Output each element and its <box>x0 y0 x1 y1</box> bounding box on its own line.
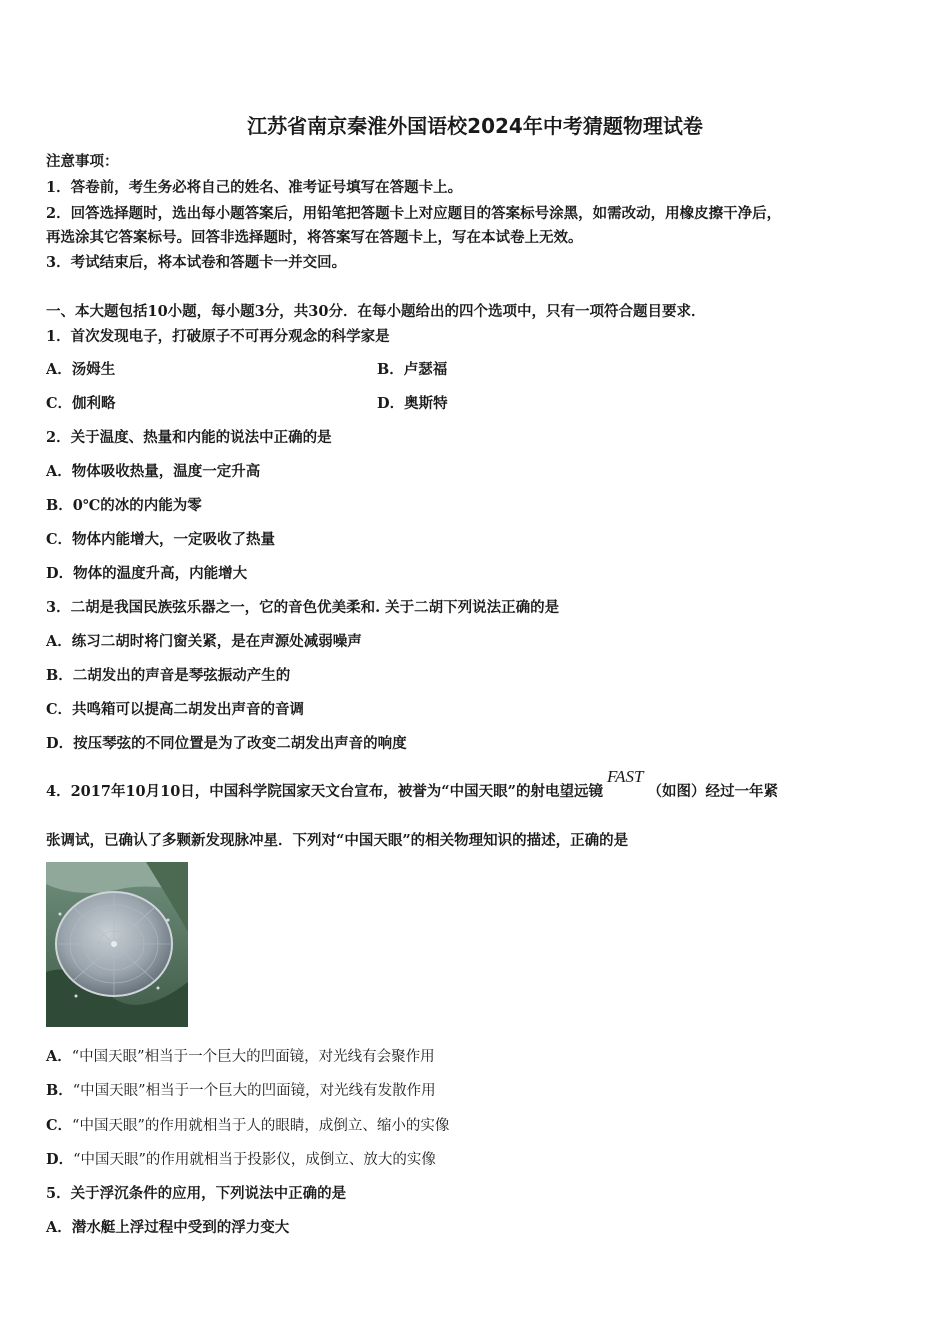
fast-telescope-photo <box>46 862 188 1027</box>
q4-stem-line1 <box>46 767 779 802</box>
q5-stem: 5．关于浮沉条件的应用，下列说法中正确的是 <box>46 1185 347 1202</box>
q4-option-d-text: “中国天眼”的作用就相当于投影仪，成倒立、放大的实像 <box>73 1152 436 1168</box>
q1-stem: 1．首次发现电子，打破原子不可再分观念的科学家是 <box>46 328 390 345</box>
fast-formula: FAST <box>606 767 644 786</box>
q4-option-b <box>46 1081 436 1101</box>
note-item-1: 1．答卷前，考生务必将自己的姓名、准考证号填写在答题卡上。 <box>46 179 463 196</box>
q3-option-c: C．共鸣箱可以提高二胡发出声音的音调 <box>46 701 305 718</box>
q4-option-c-label: C． <box>46 1117 73 1134</box>
q2-option-c: C．物体内能增大，一定吸收了热量 <box>46 531 276 548</box>
q4-stem-part1: 4．2017年10月10日，中国科学院国家天文台宣布，被誉为“中国天眼”的射电望远镜 <box>46 783 603 800</box>
q4-option-d-label: D． <box>46 1151 74 1168</box>
q1-option-a: A．汤姆生 <box>46 361 116 378</box>
note-item-2-cont: 再选涂其它答案标号。回答非选择题时，将答案写在答题卡上，写在本试卷上无效。 <box>46 229 583 246</box>
notes-heading: 注意事项： <box>46 153 119 170</box>
q5-option-a: A．潜水艇上浮过程中受到的浮力变大 <box>46 1219 290 1236</box>
q4-stem-line2: 张调试，已确认了多颗新发现脉冲星．下列对“中国天眼”的相关物理知识的描述，正确的是 <box>46 832 629 849</box>
q4-option-a-text: “中国天眼”相当于一个巨大的凹面镜，对光线有会聚作用 <box>71 1049 435 1065</box>
q4-stem-part2: （如图）经过一年紧 <box>647 783 779 800</box>
q4-option-a <box>46 1047 435 1067</box>
page-title: 江苏省南京秦淮外国语校2024年中考猜题物理试卷 <box>247 114 703 138</box>
q2-option-b: B．0℃的冰的内能为零 <box>46 497 202 514</box>
q1-option-b: B．卢瑟福 <box>377 361 448 378</box>
q4-option-b-text: “中国天眼”相当于一个巨大的凹面镜，对光线有发散作用 <box>72 1083 436 1099</box>
section-instructions: 一、本大题包括10小题，每小题3分，共30分．在每小题给出的四个选项中，只有一项符合题目要求． <box>46 303 706 320</box>
q4-option-d <box>46 1150 436 1170</box>
q2-stem: 2．关于温度、热量和内能的说法中正确的是 <box>46 429 332 446</box>
note-item-2: 2．回答选择题时，选出每小题答案后，用铅笔把答题卡上对应题目的答案标号涂黑，如需改动，用橡皮擦干净后， <box>46 205 782 222</box>
note-item-3: 3．考试结束后，将本试卷和答题卡一并交回。 <box>46 254 347 271</box>
q3-option-b: B．二胡发出的声音是琴弦振动产生的 <box>46 667 291 684</box>
q4-option-c <box>46 1116 449 1136</box>
q1-option-d: D．奥斯特 <box>377 395 448 412</box>
q2-option-a: A．物体吸收热量，温度一定升高 <box>46 463 261 480</box>
q2-option-d: D．物体的温度升高，内能增大 <box>46 565 248 582</box>
q1-option-c: C．伽利略 <box>46 395 116 412</box>
q3-option-a: A．练习二胡时将门窗关紧，是在声源处减弱噪声 <box>46 633 362 650</box>
telescope-image <box>46 862 188 1027</box>
q4-option-c-text: “中国天眼”的作用就相当于人的眼睛，成倒立、缩小的实像 <box>72 1118 450 1134</box>
q4-option-a-label: A． <box>46 1048 72 1065</box>
q3-option-d: D．按压琴弦的不同位置是为了改变二胡发出声音的响度 <box>46 735 407 752</box>
q4-option-b-label: B． <box>46 1082 73 1099</box>
q3-stem: 3．二胡是我国民族弦乐器之一，它的音色优美柔和. 关于二胡下列说法正确的是 <box>46 599 560 616</box>
